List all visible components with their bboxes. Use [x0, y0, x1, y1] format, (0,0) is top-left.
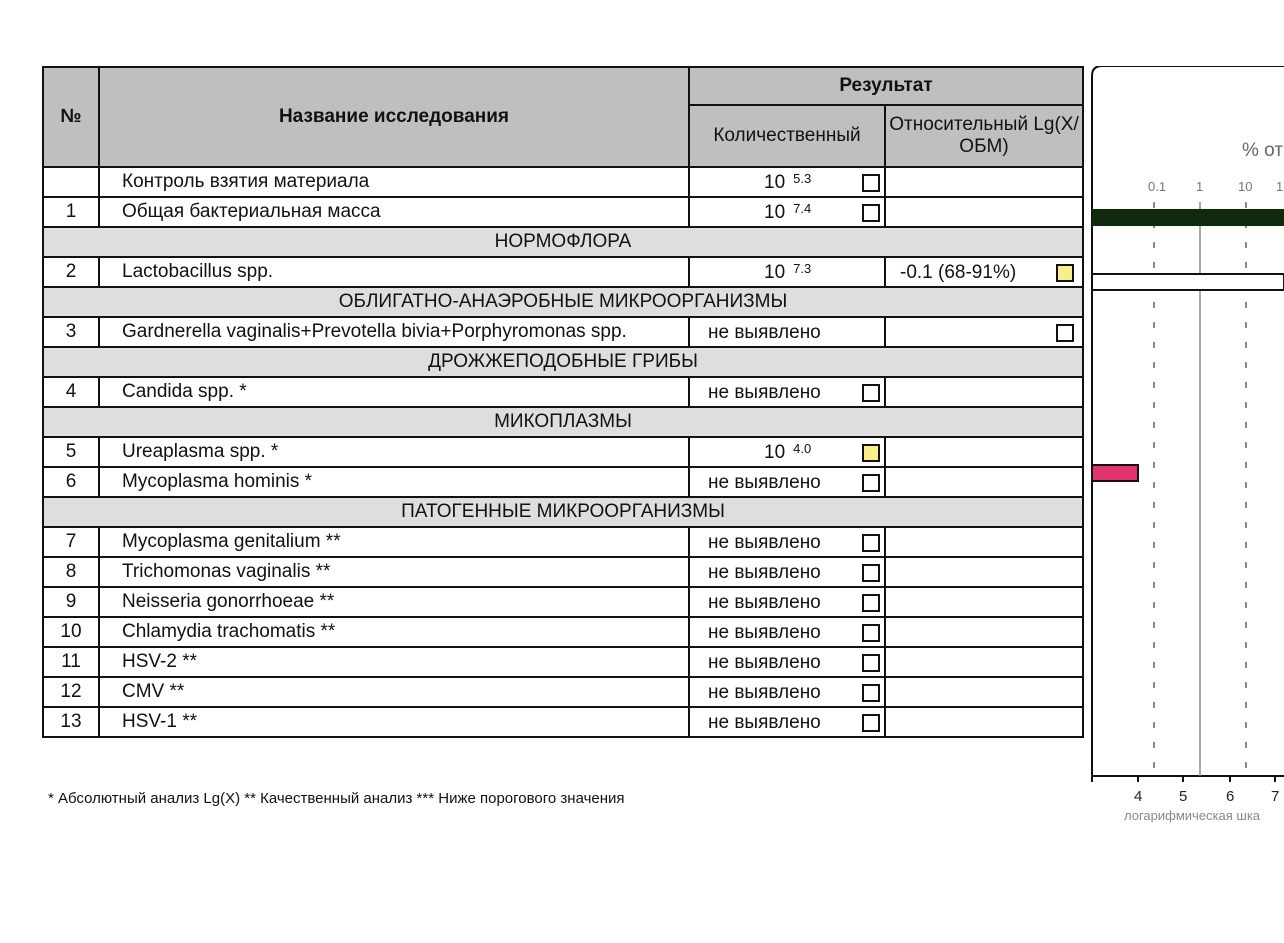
flag-box — [862, 474, 880, 492]
table-row — [43, 587, 1083, 617]
relative-cell — [885, 677, 1083, 707]
row-name: CMV ** — [99, 677, 689, 707]
relative-cell — [885, 647, 1083, 677]
quant-cell — [689, 467, 885, 497]
row-name: HSV-2 ** — [99, 647, 689, 677]
flag-box — [1056, 324, 1074, 342]
row-name: Общая бактериальная масса — [99, 197, 689, 227]
row-num: 4 — [43, 377, 99, 407]
table-row — [43, 437, 1083, 467]
row-name: Ureaplasma spp. * — [99, 437, 689, 467]
row-num: 10 — [43, 617, 99, 647]
row-num: 8 — [43, 557, 99, 587]
quant-value: 10 $^{4.0}$ — [764, 441, 812, 463]
quant-value: 10 $^{5.3}$ — [764, 171, 812, 193]
row-name: HSV-1 ** — [99, 707, 689, 737]
relative-cell — [885, 377, 1083, 407]
relative-cell — [885, 617, 1083, 647]
flag-box — [862, 174, 880, 192]
quant-value: не выявлено — [708, 532, 821, 553]
row-num: 6 — [43, 467, 99, 497]
row-name: Trichomonas vaginalis ** — [99, 557, 689, 587]
row-num: 2 — [43, 257, 99, 287]
quant-cell — [689, 197, 885, 227]
quant-value: не выявлено — [708, 322, 821, 343]
flag-box — [862, 624, 880, 642]
quant-cell — [689, 677, 885, 707]
section-normoflora: НОРМОФЛОРА — [43, 227, 1083, 257]
relative-cell — [885, 437, 1083, 467]
quant-cell — [689, 377, 885, 407]
quant-cell — [689, 167, 885, 197]
quant-value: не выявлено — [708, 682, 821, 703]
bottom-tick: 4 — [1134, 788, 1143, 805]
row-name: Chlamydia trachomatis ** — [99, 617, 689, 647]
relative-cell — [885, 587, 1083, 617]
row-name: Neisseria gonorrhoeae ** — [99, 587, 689, 617]
row-name: Контроль взятия материала — [99, 167, 689, 197]
relative-cell — [885, 167, 1083, 197]
quant-cell — [689, 587, 885, 617]
relative-cell — [885, 467, 1083, 497]
bar-lactobacillus — [1092, 274, 1284, 290]
table-row — [43, 647, 1083, 677]
quant-value: не выявлено — [708, 652, 821, 673]
quant-value: 10 $^{7.4}$ — [764, 201, 812, 223]
bottom-tick: 5 — [1179, 788, 1188, 805]
bottom-tick: 6 — [1226, 788, 1235, 805]
row-num: 13 — [43, 707, 99, 737]
row-num: 11 — [43, 647, 99, 677]
header-name: Название исследования — [99, 67, 689, 167]
table-row — [43, 197, 1083, 227]
row-num: 12 — [43, 677, 99, 707]
row-name: Lactobacillus spp. — [99, 257, 689, 287]
relative-cell — [885, 197, 1083, 227]
flag-box — [862, 534, 880, 552]
quant-value: 10 $^{7.3}$ — [764, 261, 812, 283]
bottom-tick: 7 — [1271, 788, 1280, 805]
row-name: Mycoplasma genitalium ** — [99, 527, 689, 557]
row-num: 1 — [43, 197, 99, 227]
relative-cell — [885, 557, 1083, 587]
flag-box — [862, 684, 880, 702]
row-name: Mycoplasma hominis * — [99, 467, 689, 497]
quant-cell — [689, 317, 885, 347]
quant-cell — [689, 617, 885, 647]
table-row — [43, 617, 1083, 647]
quant-value: не выявлено — [708, 382, 821, 403]
top-tick: 1 — [1196, 179, 1204, 194]
row-num: 5 — [43, 437, 99, 467]
quant-value: не выявлено — [708, 712, 821, 733]
quant-cell — [689, 257, 885, 287]
quant-value: не выявлено — [708, 562, 821, 583]
flag-box — [862, 594, 880, 612]
flag-box — [862, 384, 880, 402]
quant-cell — [689, 437, 885, 467]
chart-frame — [1092, 66, 1284, 776]
header-num: № — [43, 67, 99, 167]
relative-cell — [885, 257, 1083, 287]
top-tick: 0.1 — [1148, 179, 1167, 194]
relative-cell — [885, 707, 1083, 737]
bar-total-mass — [1092, 209, 1284, 226]
table-row — [43, 677, 1083, 707]
footnote: * Абсолютный анализ Lg(X) ** Качественный анализ *** Ниже порогового значения — [48, 790, 625, 807]
relative-cell — [885, 317, 1083, 347]
bottom-axis-label: логарифмическая шка — [1124, 808, 1261, 823]
header-result: Результат — [689, 67, 1083, 105]
table-row — [43, 377, 1083, 407]
quant-value: не выявлено — [708, 472, 821, 493]
quant-value: не выявлено — [708, 622, 821, 643]
section-mycoplasmas: МИКОПЛАЗМЫ — [43, 407, 1083, 437]
section-row — [43, 497, 1083, 527]
top-tick: 1 — [1276, 179, 1284, 194]
section-row — [43, 407, 1083, 437]
relative-value: -0.1 (68-91%) — [900, 262, 1017, 283]
row-num: 7 — [43, 527, 99, 557]
relative-cell — [885, 527, 1083, 557]
quant-cell — [689, 647, 885, 677]
header-relative: Относительный Lg(X/ОБМ) — [885, 105, 1083, 167]
chart-title: % от — [1242, 140, 1284, 161]
section-pathogens: ПАТОГЕННЫЕ МИКРООРГАНИЗМЫ — [43, 497, 1083, 527]
section-row — [43, 227, 1083, 257]
table-row — [43, 527, 1083, 557]
table-row — [43, 707, 1083, 737]
table-row — [43, 257, 1083, 287]
top-tick: 10 — [1238, 179, 1253, 194]
section-anaerobes: ОБЛИГАТНО-АНАЭРОБНЫЕ МИКРООРГАНИЗМЫ — [43, 287, 1083, 317]
flag-box — [862, 654, 880, 672]
row-num — [43, 167, 99, 197]
table-row — [43, 467, 1083, 497]
flag-box — [862, 204, 880, 222]
flag-box-yellow — [862, 444, 880, 462]
row-num: 9 — [43, 587, 99, 617]
flag-box-yellow — [1056, 264, 1074, 282]
section-row — [43, 347, 1083, 377]
side-chart — [1090, 66, 1284, 846]
quant-cell — [689, 527, 885, 557]
flag-box — [862, 714, 880, 732]
flag-box — [862, 564, 880, 582]
row-num: 3 — [43, 317, 99, 347]
quant-cell — [689, 557, 885, 587]
table-row — [43, 557, 1083, 587]
bar-ureaplasma — [1092, 465, 1138, 481]
table-row — [43, 167, 1083, 197]
row-name: Gardnerella vaginalis+Prevotella bivia+Porphyromonas spp. — [99, 317, 689, 347]
section-fungi: ДРОЖЖЕПОДОБНЫЕ ГРИБЫ — [43, 347, 1083, 377]
table-row — [43, 317, 1083, 347]
quant-cell — [689, 707, 885, 737]
quant-value: не выявлено — [708, 592, 821, 613]
results-table — [42, 66, 1084, 738]
row-name: Candida spp. * — [99, 377, 689, 407]
header-quantitative: Количественный — [689, 105, 885, 167]
section-row — [43, 287, 1083, 317]
